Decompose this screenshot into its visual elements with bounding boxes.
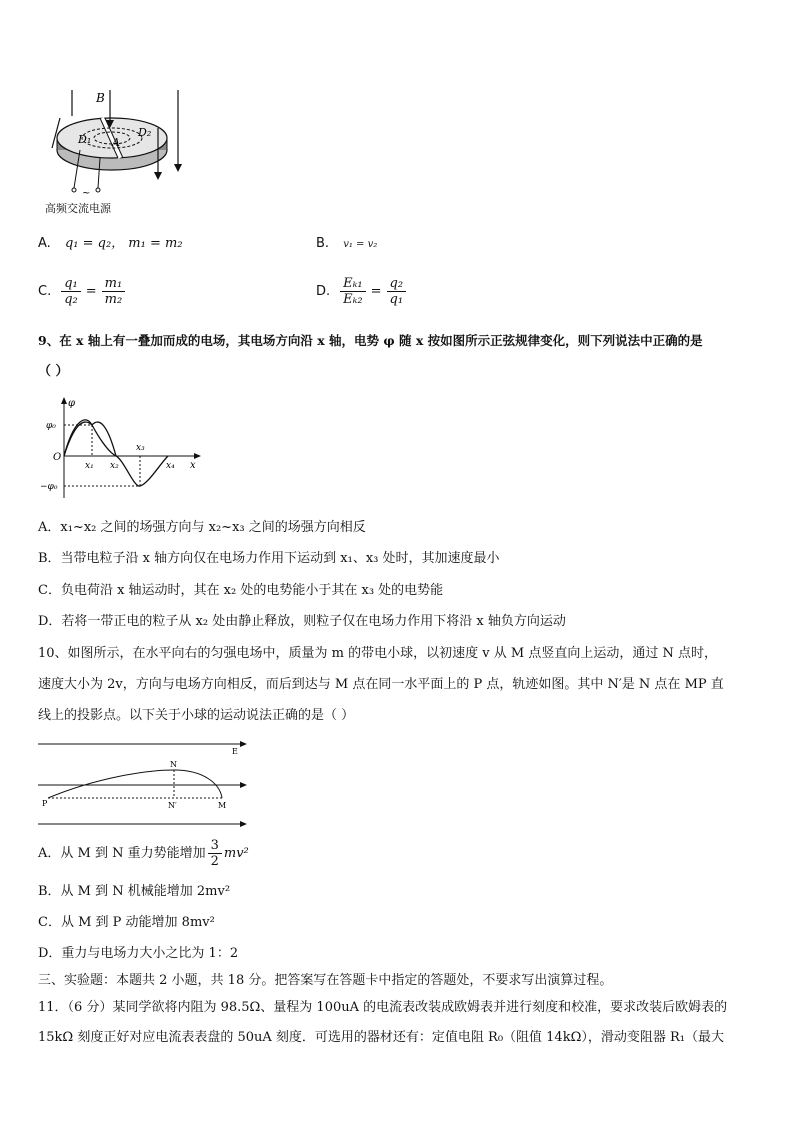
q10-a-frac: $\frac{3}{2}$: [208, 838, 222, 869]
q10-fig-m: M: [218, 801, 227, 810]
fig1-label-d2: D₂: [138, 126, 152, 139]
q8-b-label: B.: [316, 236, 330, 251]
q8-d-frac2: $\frac{\text{q₂}}{\text{q₁}}$: [387, 276, 407, 307]
q8-b-expr: v₁ = v₂: [343, 239, 378, 250]
q8-c-frac2: $\frac{\text{m₁}}{\text{m₂}}$: [102, 276, 126, 307]
q11-line1: 11．（6 分）某同学欲将内阻为 98.5Ω、量程为 100uA 的电流表改装成欧姆表并进行刻度和校准，要求改装后欧姆表的: [38, 1000, 728, 1015]
q10-option-b[interactable]: B．从 M 到 N 机械能增加 2mv²: [38, 884, 231, 899]
q8-d-label: D.: [316, 283, 331, 299]
q9-graph-x4: x₄: [166, 461, 175, 471]
q9-graph-x2: x₂: [110, 461, 119, 471]
q10-a-tail: mv²: [223, 845, 249, 861]
q8-option-a[interactable]: [38, 236, 183, 252]
q10-stem-line2: 速度大小为 2v，方向与电场方向相反，而后到达与 M 点在同一水平面上的 P 点，轨迹如图。其中 N′是 N 点在 MP 直: [38, 677, 724, 692]
q9-option-d[interactable]: D．若将一带正电的粒子从 x₂ 处由静止释放，则粒子仅在电场力作用下将沿 x 轴负方向运动: [38, 614, 566, 629]
q10-option-d[interactable]: D．重力与电场力大小之比为 1：2: [38, 946, 239, 961]
q10-a-text: A．从 M 到 N 重力势能增加: [38, 845, 206, 861]
q10-option-a[interactable]: [38, 838, 249, 869]
q11-line2: 15kΩ 刻度正好对应电流表表盘的 50uA 刻度．可选用的器材还有：定值电阻 R₀（阻值 14kΩ），滑动变阻器 R₁（最大: [38, 1030, 724, 1045]
q10-stem-line3: 线上的投影点。以下关于小球的运动说法正确的是（ ）: [38, 708, 355, 723]
q10-stem-line1: 10、如图所示，在水平向右的匀强电场中，质量为 m 的带电小球，以初速度 v 从 M 点竖直向上运动，通过 N 点时，: [38, 646, 717, 661]
svg-text:~: ~: [82, 188, 91, 199]
q9-option-b[interactable]: B．当带电粒子沿 x 轴方向仅在电场力作用下运动到 x₁、x₃ 处时，其加速度最小: [38, 551, 500, 566]
q9-graph-x3: x₃: [136, 443, 145, 453]
q9-option-a[interactable]: A．x₁~x₂ 之间的场强方向与 x₂~x₃ 之间的场强方向相反: [38, 520, 366, 535]
fig1-caption: 高频交流电源: [45, 202, 111, 215]
q8-c-label: C.: [38, 283, 52, 299]
q8-a-expr: q₁ = q₂， m₁ = m₂: [64, 236, 183, 251]
q9-graph-neg-phi0: −φ₀: [40, 482, 58, 492]
cyclotron-figure: [40, 88, 190, 218]
q9-graph-x: x: [190, 460, 196, 471]
q9-graph-phi: φ: [68, 398, 76, 409]
q8-option-d[interactable]: D. $\frac{\text{Eₖ₁}}{\text{Eₖ₂}}$ = $\frac{\text{q₂}}{\text{q₁}}$: [316, 276, 408, 307]
q10-fig-e: E: [232, 747, 238, 756]
q10-fig-p: P: [42, 799, 48, 808]
q9-graph-x1: x₁: [85, 461, 94, 471]
q8-a-label: A.: [38, 236, 51, 251]
q9-graph-phi0: φ₀: [46, 421, 56, 431]
q8-c-frac1: $\frac{\text{q₁}}{\text{q₂}}$: [61, 276, 81, 307]
q10-option-c[interactable]: C．从 M 到 P 动能增加 8mv²: [38, 915, 215, 930]
section3-heading: 三、实验题：本题共 2 小题，共 18 分。把答案写在答题卡中指定的答题处，不要求写出演算过程。: [38, 973, 613, 988]
fig1-label-b: B: [96, 91, 105, 105]
q9-stem-line2: （ ）: [38, 364, 69, 379]
q10-fig-n-prime: N′: [168, 801, 177, 810]
q9-option-c[interactable]: C．负电荷沿 x 轴运动时，其在 x₂ 处的电势能小于其在 x₃ 处的电势能: [38, 583, 444, 598]
q8-option-c[interactable]: C. $\frac{\text{q₁}}{\text{q₂}}$ = $\frac{\text{m₁}}{\text{m₂}}$: [38, 276, 127, 307]
q9-graph-origin: O: [53, 452, 62, 463]
fig1-label-a: A: [112, 136, 120, 149]
q10-field-figure: [36, 738, 256, 830]
q10-fig-n: N: [170, 760, 177, 769]
fig1-label-d1: D₁: [78, 133, 92, 146]
q8-option-b[interactable]: [316, 236, 377, 253]
q9-stem-line1: 9、在 x 轴上有一叠加而成的电场，其电场方向沿 x 轴，电势 φ 随 x 按如图所示正弦规律变化，则下列说法中正确的是: [38, 333, 703, 348]
q8-d-frac1: $\frac{\text{Eₖ₁}}{\text{Eₖ₂}}$: [340, 276, 365, 307]
q9-potential-graph: [40, 394, 205, 504]
